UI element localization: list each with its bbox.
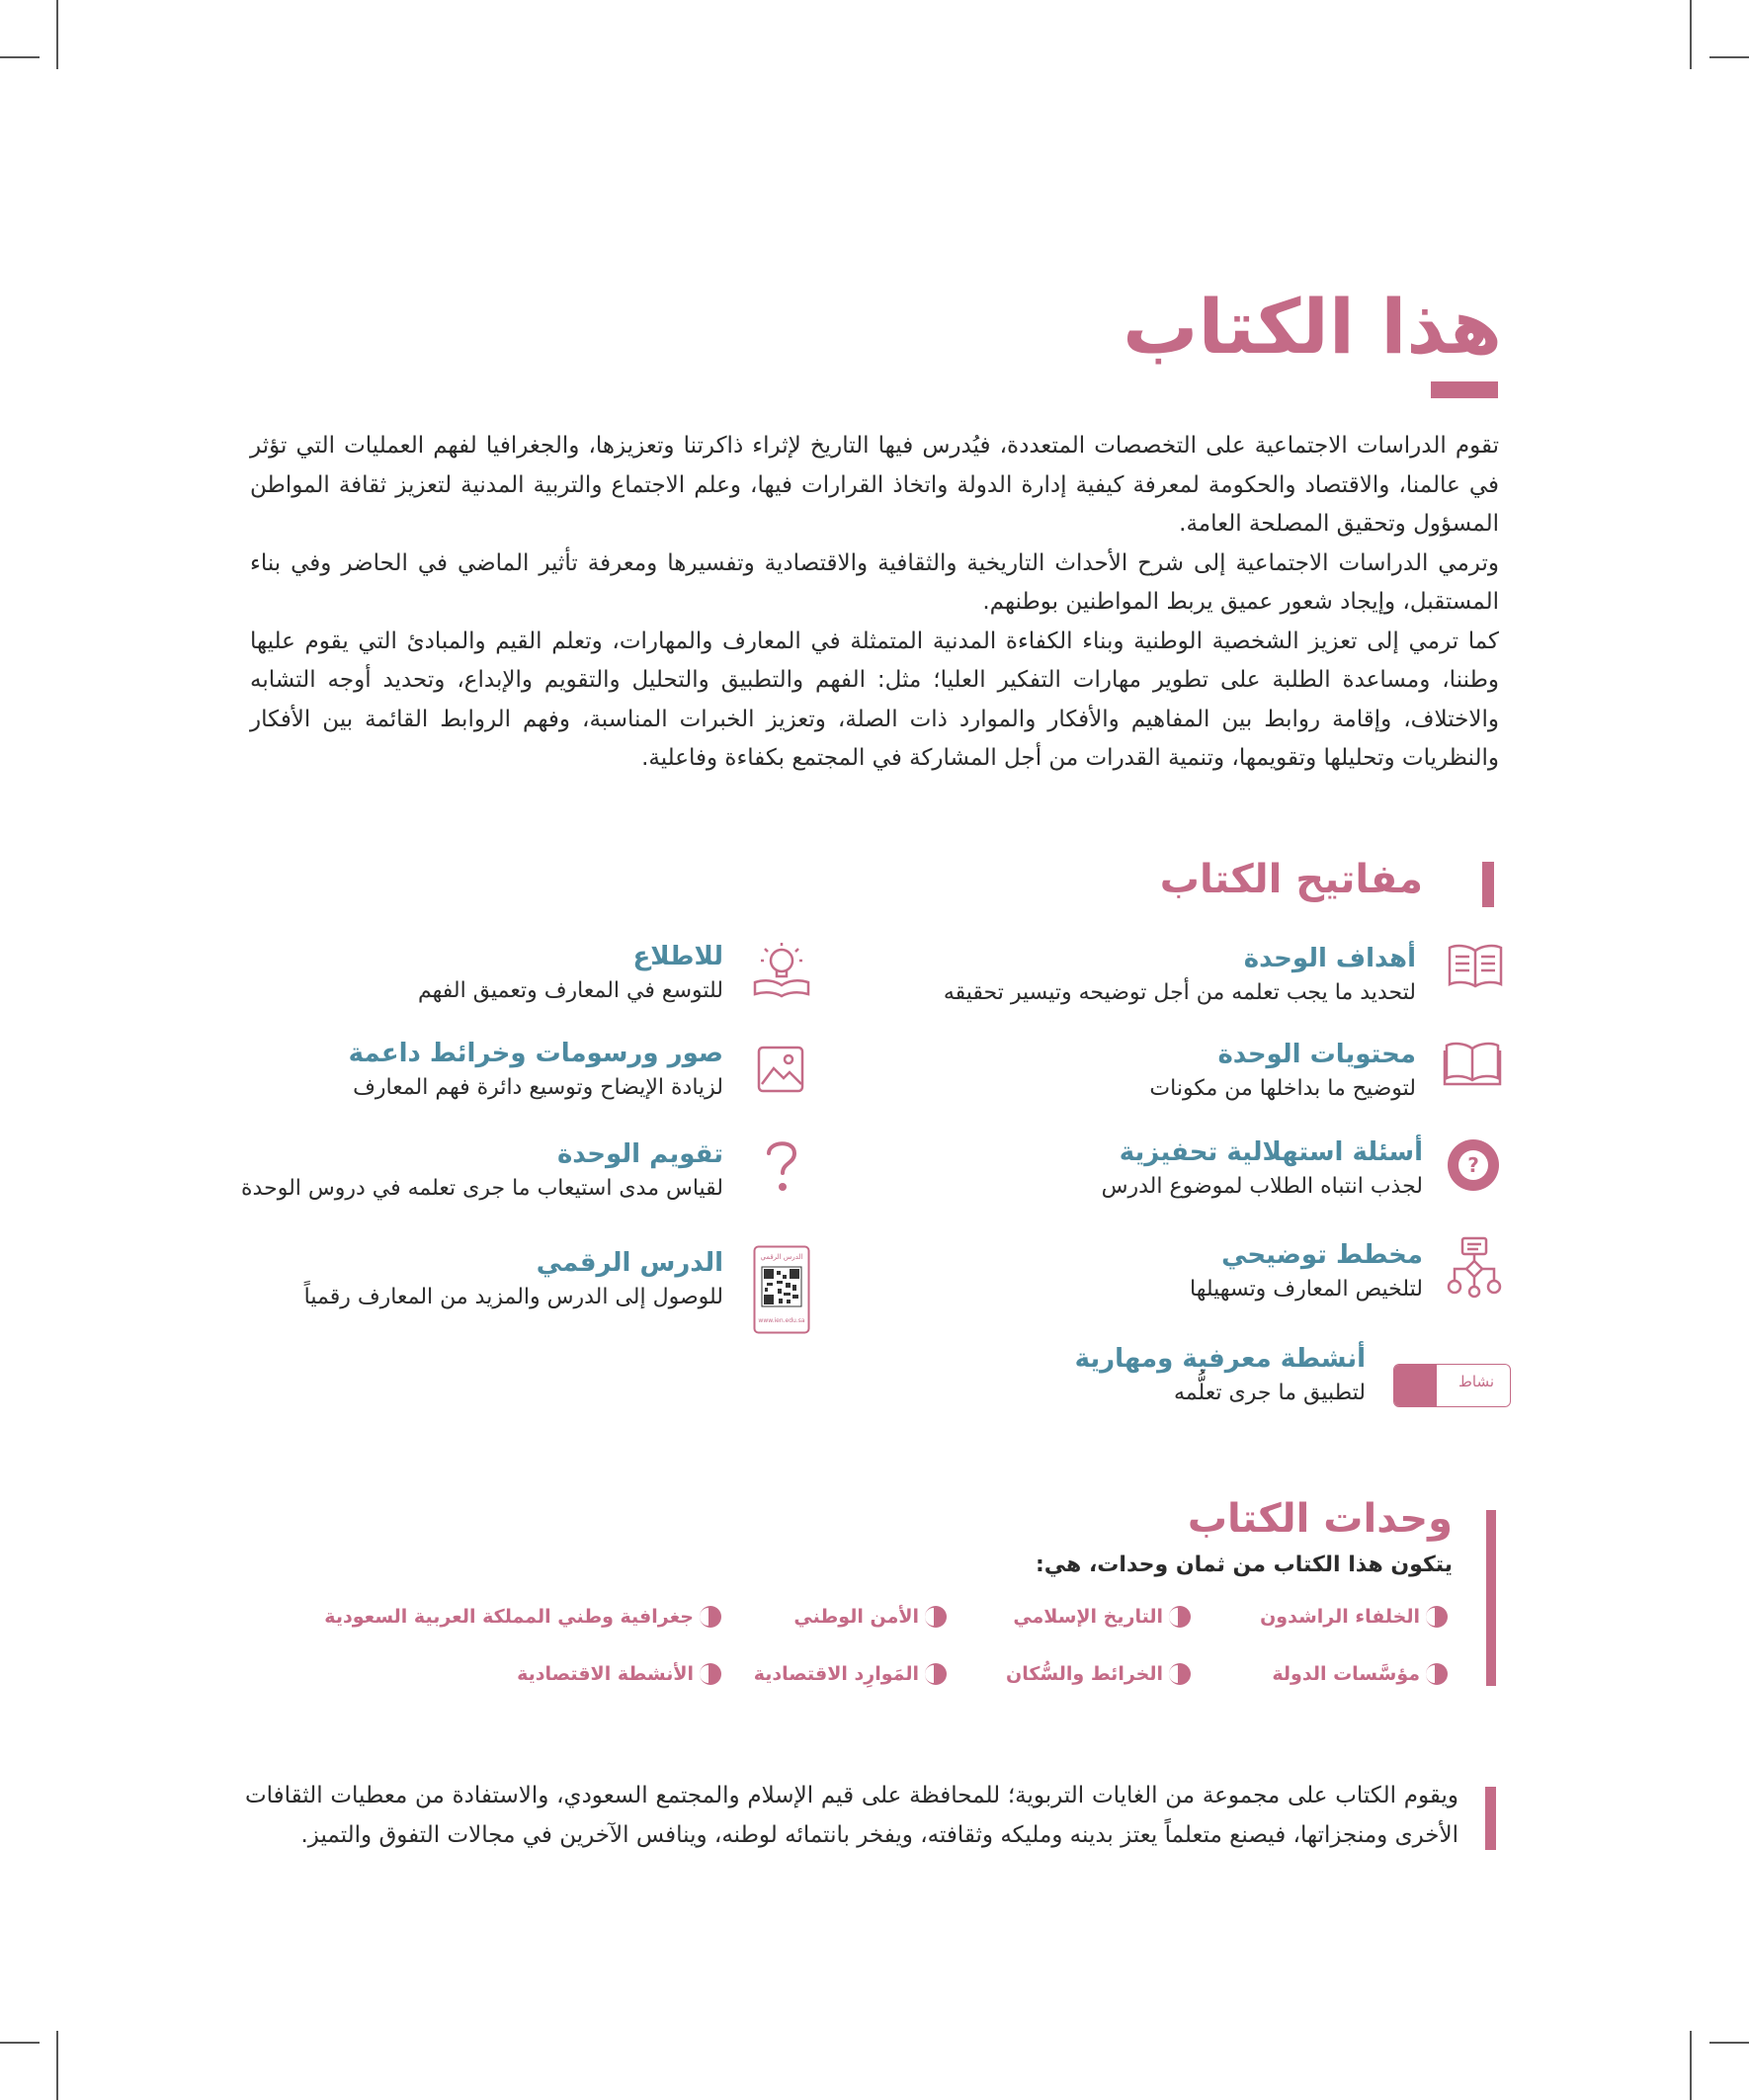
key-title: للاطلاع bbox=[632, 942, 723, 971]
key-desc: لتحديد ما يجب تعلمه من أجل توضيحه وتيسير تحقيقه bbox=[943, 980, 1416, 1005]
key-assessment bbox=[241, 1136, 723, 1206]
key-title: أنشطة معرفية ومهارية bbox=[1074, 1344, 1366, 1374]
closing-paragraph: ويقوم الكتاب على مجموعة من الغايات التربوية؛ للمحافظة على قيم الإسلام والمجتمع السعودي، والاستفادة من معطيات الثقافات الأخرى ومنجزاتها، فيصنع متعلماً يعتز بدينه ومليكه وثقافته، ويفخر بانتمائه لوطنه، وينافس الآخرين في مجالات التفوق والتميز. bbox=[245, 1783, 1458, 1848]
lightbulb-book-icon bbox=[751, 941, 812, 1002]
unit-label: الخلفاء الراشدون bbox=[1260, 1606, 1420, 1628]
svg-text:?: ? bbox=[1467, 1153, 1479, 1177]
crop-mark bbox=[56, 0, 58, 69]
crop-mark bbox=[56, 2031, 58, 2100]
keys-title: مفاتيح الكتاب bbox=[1159, 857, 1423, 902]
image-icon bbox=[756, 1045, 805, 1098]
key-explore bbox=[418, 939, 723, 1008]
key-title: أهداف الوحدة bbox=[1243, 944, 1416, 973]
crop-mark bbox=[1690, 0, 1692, 69]
activity-tag-label: نشاط bbox=[1458, 1373, 1494, 1390]
svg-text:www.ien.edu.sa: www.ien.edu.sa bbox=[758, 1317, 805, 1324]
unit-label: التاريخ الإسلامي bbox=[1013, 1606, 1163, 1628]
bullet-icon bbox=[700, 1606, 721, 1628]
key-desc: لتطبيق ما جرى تعلُّمه bbox=[1174, 1381, 1366, 1405]
key-title: أسئلة استهلالية تحفيزية bbox=[1119, 1137, 1423, 1167]
intro-text bbox=[250, 427, 1499, 779]
unit-item bbox=[1013, 1606, 1191, 1628]
key-title: الدرس الرقمي bbox=[536, 1248, 723, 1278]
key-desc: لتلخيص المعارف وتسهيلها bbox=[1190, 1277, 1423, 1302]
question-bubble-icon bbox=[1445, 1136, 1502, 1198]
units-title: وحدات الكتاب bbox=[1187, 1496, 1453, 1542]
units-subtitle: يتكون هذا الكتاب من ثمان وحدات، هي: bbox=[1035, 1553, 1453, 1577]
key-desc: لقياس مدى استيعاب ما جرى تعلمه في دروس الوحدة bbox=[241, 1176, 723, 1201]
section-marker bbox=[1482, 862, 1494, 907]
unit-item bbox=[1272, 1663, 1448, 1685]
key-desc: لجذب انتباه الطلاب لموضوع الدرس bbox=[1101, 1174, 1423, 1199]
title-underline bbox=[1431, 381, 1498, 398]
unit-label: المَوارِد الاقتصادية bbox=[753, 1663, 919, 1685]
key-contents bbox=[1149, 1037, 1416, 1106]
key-desc: لزيادة الإيضاح وتوسيع دائرة فهم المعارف bbox=[353, 1075, 723, 1100]
key-diagram bbox=[1190, 1237, 1423, 1306]
unit-label: الأنشطة الاقتصادية bbox=[517, 1663, 694, 1685]
key-images bbox=[349, 1036, 723, 1105]
unit-item bbox=[324, 1606, 721, 1628]
section-marker bbox=[1486, 1510, 1496, 1686]
key-digital bbox=[304, 1245, 723, 1314]
key-warmup bbox=[1102, 1134, 1423, 1204]
key-activities bbox=[1075, 1341, 1366, 1410]
activity-tag-icon bbox=[1393, 1364, 1511, 1407]
intro-paragraph: تقوم الدراسات الاجتماعية على التخصصات المتعددة، فيُدرس فيها التاريخ لإثراء ذاكرتنا وتعزيزها، والجغرافيا لفهم العمليات التي تؤثر في عالمنا، والاقتصاد والحكومة لمعرفة كيفية إدارة الدولة واتخاذ القرارات فيها، وعلم الاجتماع والتربية المدنية لتعزيز ثقافة المواطن المسؤول وتحقيق المصلحة العامة. bbox=[250, 433, 1499, 537]
unit-item bbox=[754, 1663, 947, 1685]
crop-mark bbox=[1690, 2031, 1692, 2100]
key-title: مخطط توضيحي bbox=[1221, 1240, 1423, 1270]
bullet-icon bbox=[925, 1663, 947, 1685]
intro-paragraph: كما ترمي إلى تعزيز الشخصية الوطنية وبناء الكفاءة المدنية المتمثلة في المعارف والمهارات، وتعلم القيم والمبادئ التي يقوم عليها وطننا، ومساعدة الطلبة على تطوير مهارات التفكير العليا؛ مثل: الفهم والتطبيق والتحليل والتقويم والإبداع، وتحديد أوجه التشابه والاختلاف، وإقامة روابط بين المفاهيم والأفكار والموارد ذات الصلة، وتعزيز الخبرات المناسبة، وفهم الروابط القائمة بين الأفكار والنظريات وتحليلها وتقويمها، وتنمية القدرات من أجل المشاركة في المجتمع بكفاءة وفاعلية. bbox=[250, 628, 1499, 771]
bullet-icon bbox=[925, 1606, 947, 1628]
key-desc: للوصول إلى الدرس والمزيد من المعارف رقمياً bbox=[303, 1285, 723, 1309]
crop-mark bbox=[0, 56, 40, 58]
bullet-icon bbox=[1426, 1606, 1448, 1628]
key-desc: للتوسع في المعارف وتعميق الفهم bbox=[417, 978, 723, 1003]
bullet-icon bbox=[1426, 1663, 1448, 1685]
qr-code-icon bbox=[753, 1245, 810, 1338]
key-title: صور ورسومات وخرائط داعمة bbox=[348, 1039, 723, 1068]
open-book-lines-icon bbox=[1446, 941, 1505, 994]
closing-text bbox=[245, 1776, 1458, 1855]
flowchart-icon bbox=[1443, 1235, 1506, 1302]
open-book-icon bbox=[1443, 1039, 1502, 1092]
crop-mark bbox=[1709, 2042, 1749, 2044]
unit-item bbox=[1006, 1663, 1191, 1685]
unit-label: الخرائط والسُّكان bbox=[1006, 1663, 1163, 1685]
unit-item bbox=[793, 1606, 947, 1628]
crop-mark bbox=[1709, 56, 1749, 58]
key-objectives bbox=[944, 941, 1416, 1010]
question-mark-icon bbox=[757, 1135, 806, 1199]
unit-item bbox=[517, 1663, 721, 1685]
key-title: محتويات الوحدة bbox=[1217, 1040, 1416, 1069]
page-title: هذا الكتاب bbox=[1123, 283, 1502, 371]
bullet-icon bbox=[1169, 1663, 1191, 1685]
activity-tag-fill bbox=[1394, 1365, 1437, 1406]
unit-item bbox=[1260, 1606, 1448, 1628]
crop-mark bbox=[0, 2042, 40, 2044]
unit-label: جغرافية وطني المملكة العربية السعودية bbox=[324, 1606, 694, 1628]
intro-paragraph: وترمي الدراسات الاجتماعية إلى شرح الأحداث التاريخية والثقافية والاقتصادية وتفسيرها ومعرفة تأثير الماضي في الحاضر وفي بناء المستقبل، وإيجاد شعور عميق يربط المواطنين بوطنهم. bbox=[250, 549, 1499, 615]
unit-label: الأمن الوطني bbox=[793, 1606, 919, 1628]
bullet-icon bbox=[700, 1663, 721, 1685]
key-desc: لتوضيح ما بداخلها من مكونات bbox=[1149, 1076, 1416, 1101]
bullet-icon bbox=[1169, 1606, 1191, 1628]
key-title: تقويم الوحدة bbox=[556, 1139, 723, 1169]
section-marker bbox=[1485, 1787, 1496, 1850]
svg-text:الدرس الرقمي: الدرس الرقمي bbox=[760, 1253, 803, 1261]
unit-label: مؤسَّسات الدولة bbox=[1272, 1663, 1420, 1685]
